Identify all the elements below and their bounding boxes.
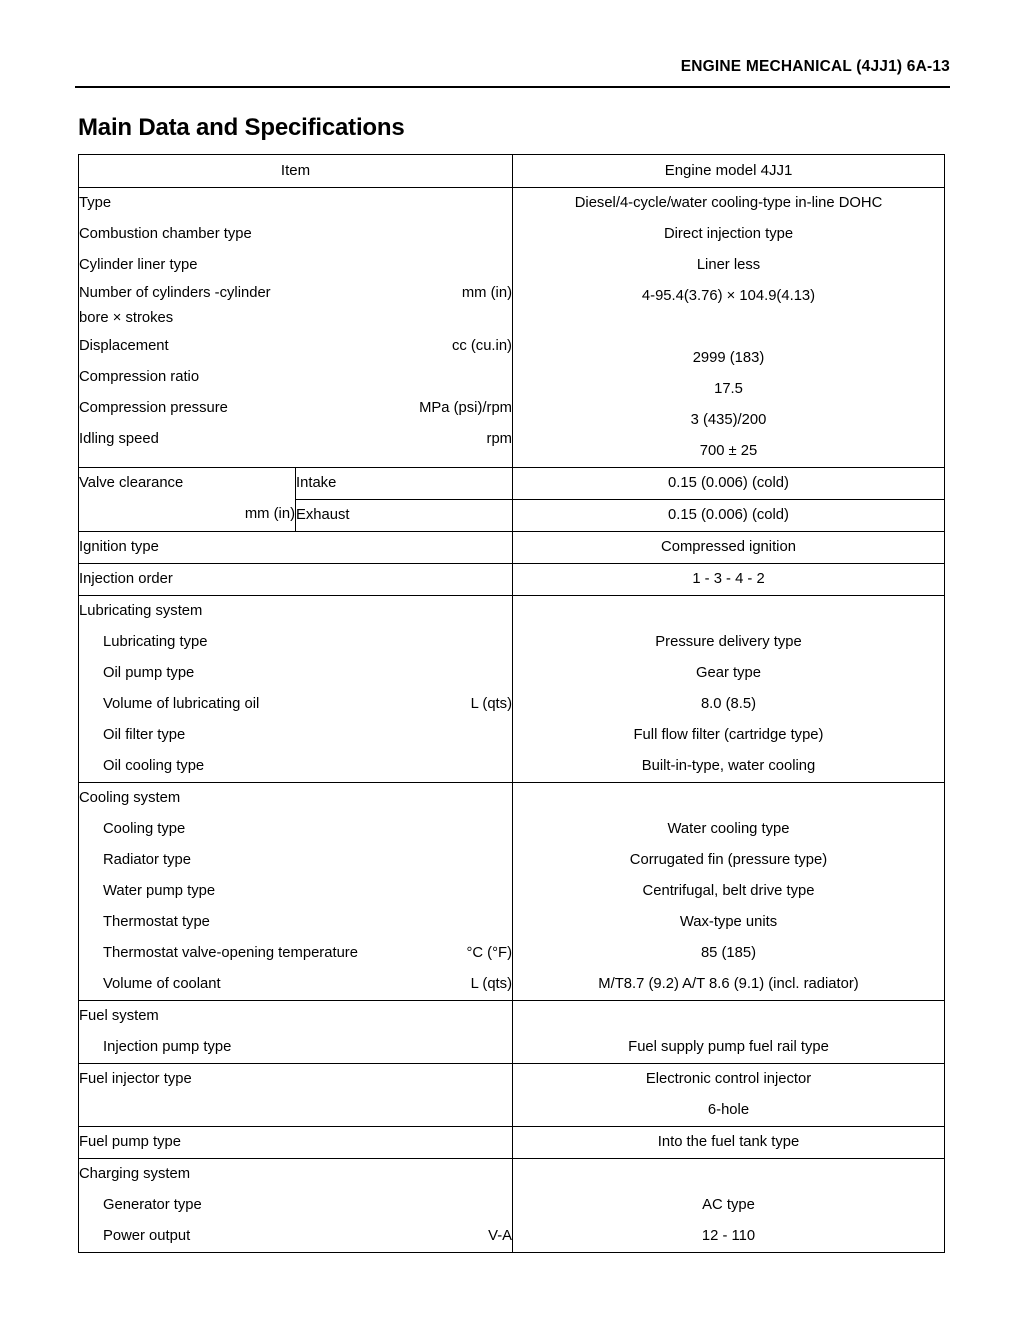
lubricating-system-heading: Lubricating system: [79, 603, 203, 619]
valve-clearance-unit: mm (in): [244, 506, 295, 522]
ignition-type-value: Compressed ignition: [513, 532, 945, 564]
valve-clearance-intake-label: Intake: [296, 468, 513, 500]
row-cooling-type: Cooling type: [103, 821, 186, 837]
row-radiator-type: Radiator type: [103, 852, 192, 868]
row-cylinder-liner-type: Cylinder liner type: [79, 257, 198, 273]
table-row-cooling-system: [79, 783, 945, 1001]
row-volume-of-coolant: Volume of coolant L (qts): [103, 976, 512, 992]
value-oil-filter-type: Full flow filter (cartridge type): [633, 727, 824, 743]
value-spacer: [513, 596, 944, 627]
row-thermostat-type: Thermostat type: [103, 914, 210, 930]
running-header: ENGINE MECHANICAL (4JJ1) 6A-13: [680, 58, 950, 75]
value-radiator-type: Corrugated fin (pressure type): [629, 852, 828, 868]
value-volume-of-lubricating-oil: 8.0 (8.5): [700, 696, 757, 712]
fuel-system-heading: Fuel system: [79, 1008, 159, 1024]
row-injection-pump-type: Injection pump type: [103, 1039, 232, 1055]
general-item-block: [79, 188, 513, 468]
valve-clearance-exhaust-label: Exhaust: [296, 500, 513, 532]
row-oil-pump-type: Oil pump type: [103, 665, 195, 681]
value-generator-type: AC type: [702, 1197, 755, 1213]
row-displacement: Displacement cc (cu.in): [79, 338, 512, 354]
value-lubricating-type: Pressure delivery type: [655, 634, 802, 650]
table-row-fuel-injector-type: [79, 1064, 945, 1127]
fuel-system-value-block: [513, 1001, 945, 1064]
value-combustion-chamber-type: Direct injection type: [663, 226, 794, 242]
header-rule: [75, 86, 950, 88]
fuel-injector-spacer: [79, 1095, 512, 1126]
column-header-value: Engine model 4JJ1: [513, 155, 945, 188]
row-thermostat-valve-opening-temperature: Thermostat valve-opening temperature °C (°F): [103, 945, 512, 961]
valve-clearance-exhaust-value: 0.15 (0.006) (cold): [513, 500, 945, 532]
fuel-injector-type-label-cell: [79, 1064, 513, 1127]
row-oil-cooling-type: Oil cooling type: [103, 758, 205, 774]
value-oil-cooling-type: Built-in-type, water cooling: [641, 758, 816, 774]
value-power-output: 12 - 110: [701, 1228, 756, 1244]
valve-clearance-label: Valve clearance: [79, 475, 184, 491]
lubricating-system-item-block: [79, 596, 513, 783]
value-water-pump-type: Centrifugal, belt drive type: [642, 883, 815, 899]
general-value-block: [513, 188, 945, 468]
value-spacer: [513, 312, 944, 343]
charging-system-heading: Charging system: [79, 1166, 191, 1182]
row-volume-of-lubricating-oil: Volume of lubricating oil L (qts): [103, 696, 512, 712]
table-row-lubricating-system: [79, 596, 945, 783]
value-type: Diesel/4-cycle/water cooling-type in-line DOHC: [574, 195, 883, 211]
table-row-injection-order: [79, 564, 945, 596]
value-spacer: [513, 1159, 944, 1190]
cooling-system-item-block: [79, 783, 513, 1001]
table-row-charging-system: [79, 1159, 945, 1253]
fuel-injector-type-value-cell: [513, 1064, 945, 1127]
value-volume-of-coolant: M/T8.7 (9.2) A/T 8.6 (9.1) (incl. radiator): [598, 976, 859, 992]
row-oil-filter-type: Oil filter type: [103, 727, 186, 743]
value-thermostat-valve-opening-temperature: 85 (185): [700, 945, 757, 961]
table-row-valve-clearance-intake: [79, 468, 945, 500]
valve-clearance-intake-value: 0.15 (0.006) (cold): [513, 468, 945, 500]
row-compression-pressure: Compression pressure MPa (psi)/rpm: [79, 400, 512, 416]
value-injection-pump-type: Fuel supply pump fuel rail type: [628, 1039, 829, 1055]
row-lubricating-type: Lubricating type: [103, 634, 208, 650]
table-header-row: [79, 155, 945, 188]
charging-system-item-block: [79, 1159, 513, 1253]
table-row-general-block: [79, 188, 945, 468]
row-combustion-chamber-type: Combustion chamber type: [79, 226, 252, 242]
row-compression-ratio: Compression ratio: [79, 369, 200, 385]
value-cooling-type: Water cooling type: [667, 821, 790, 837]
value-idling-speed: 700 ± 25: [699, 443, 758, 459]
table-row-fuel-pump-type: [79, 1127, 945, 1159]
fuel-injector-value-line2: 6-hole: [707, 1102, 750, 1118]
ignition-type-label: Ignition type: [79, 532, 513, 564]
row-power-output: Power output V-A: [103, 1228, 512, 1244]
charging-system-value-block: [513, 1159, 945, 1253]
cooling-system-value-block: [513, 783, 945, 1001]
value-cylinder-liner-type: Liner less: [696, 257, 761, 273]
row-type: Type: [79, 195, 112, 211]
row-generator-type: Generator type: [103, 1197, 202, 1213]
row-water-pump-type: Water pump type: [103, 883, 216, 899]
value-spacer: [513, 1001, 944, 1032]
value-displacement: 2999 (183): [692, 350, 765, 366]
row-idling-speed: Idling speed rpm: [79, 431, 512, 447]
value-compression-ratio: 17.5: [714, 381, 743, 397]
lubricating-system-value-block: [513, 596, 945, 783]
row-number-of-cylinders: Number of cylinders -cylinder mm (in) bore × strokes: [79, 285, 512, 326]
value-oil-pump-type: Gear type: [696, 665, 761, 681]
value-spacer: [513, 783, 944, 814]
page-title: Main Data and Specifications: [78, 114, 405, 141]
fuel-pump-type-label: Fuel pump type: [79, 1127, 513, 1159]
table-row-fuel-system: [79, 1001, 945, 1064]
table-row-ignition-type: [79, 532, 945, 564]
fuel-system-item-block: [79, 1001, 513, 1064]
injection-order-value: 1 - 3 - 4 - 2: [513, 564, 945, 596]
injection-order-label: Injection order: [79, 564, 513, 596]
value-number-of-cylinders: 4-95.4(3.76) × 104.9(4.13): [641, 288, 816, 304]
value-compression-pressure: 3 (435)/200: [690, 412, 767, 428]
specifications-table: [78, 154, 945, 1253]
cooling-system-heading: Cooling system: [79, 790, 181, 806]
fuel-injector-type-label: Fuel injector type: [79, 1071, 192, 1087]
valve-clearance-label-cell: [79, 468, 296, 532]
fuel-pump-type-value: Into the fuel tank type: [513, 1127, 945, 1159]
column-header-item: Item: [79, 155, 513, 188]
value-thermostat-type: Wax-type units: [679, 914, 778, 930]
fuel-injector-value-line1: Electronic control injector: [645, 1071, 812, 1087]
